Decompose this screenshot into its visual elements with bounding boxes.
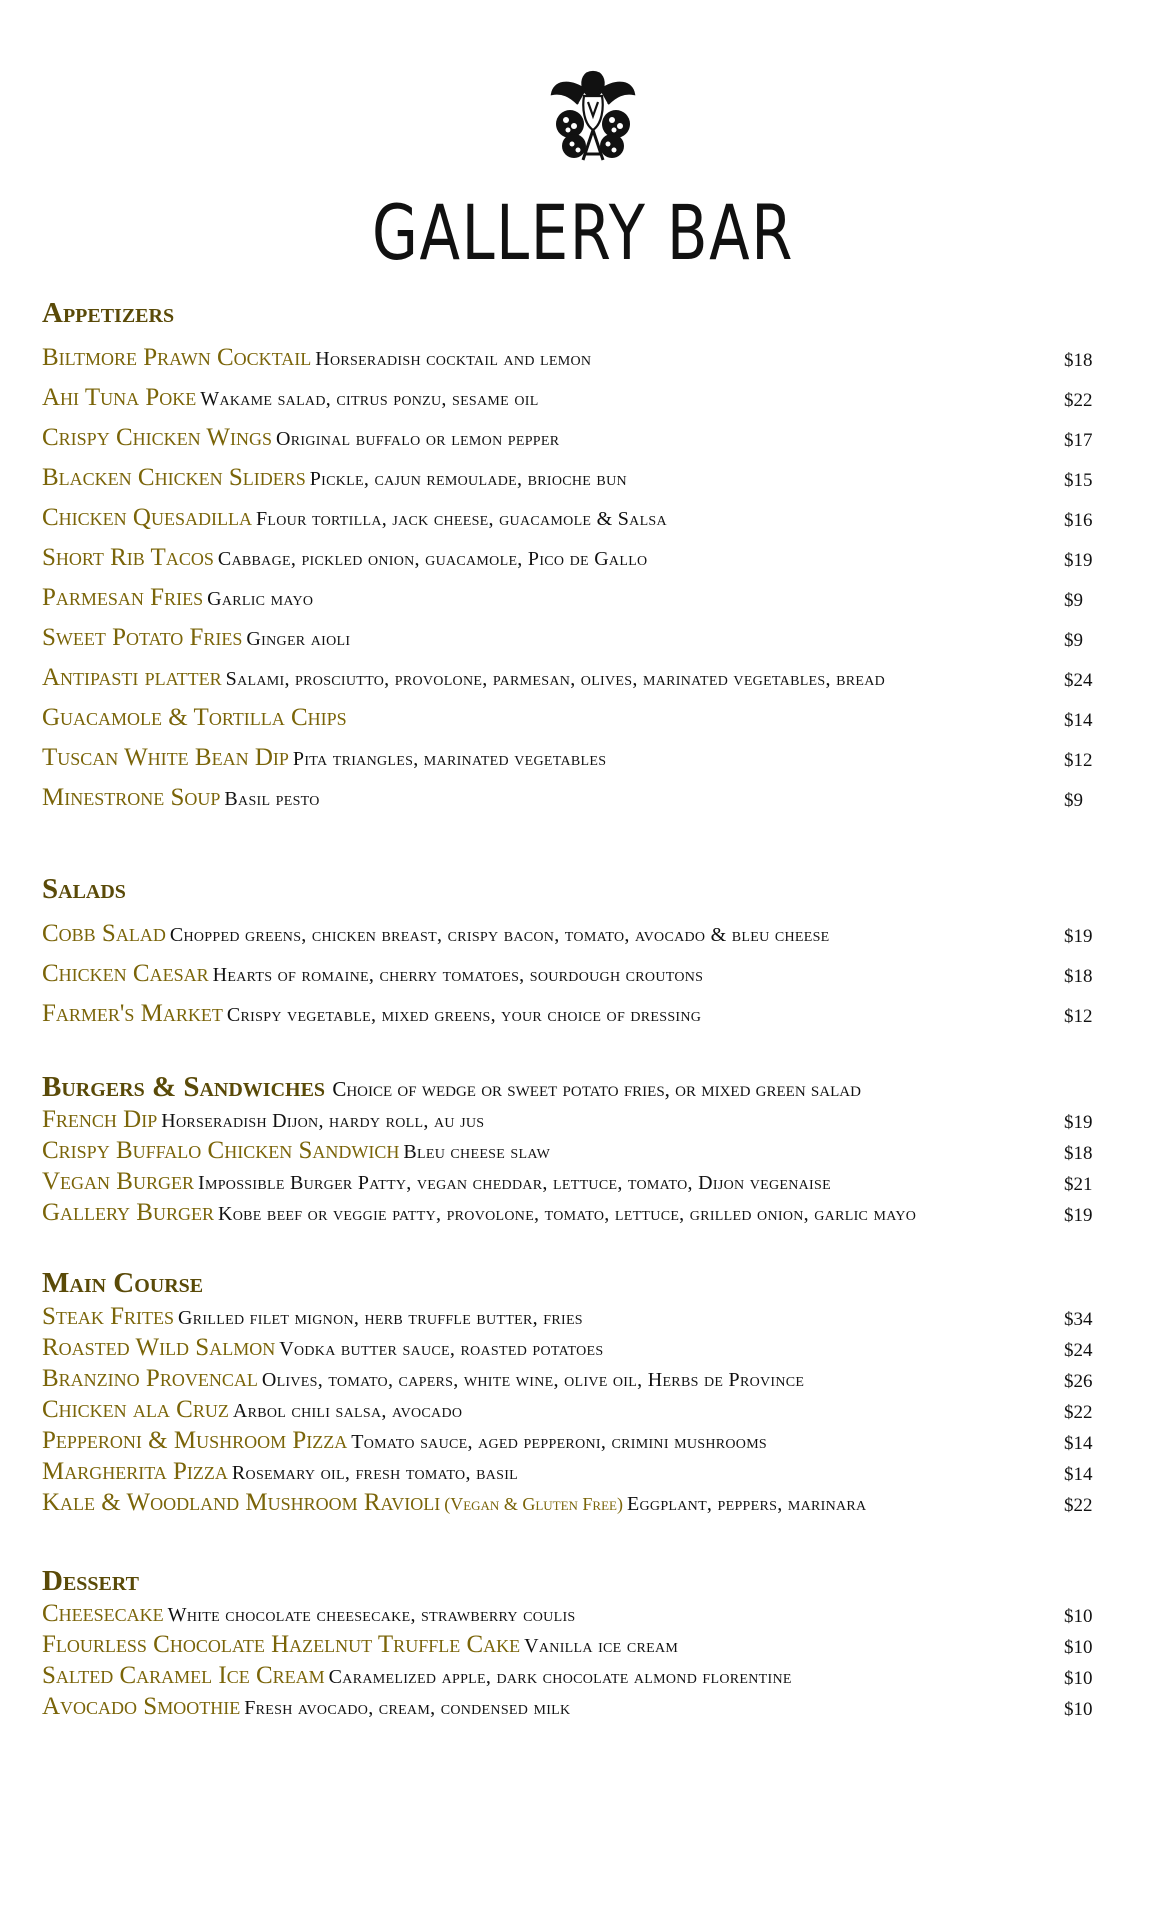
menu-item bbox=[42, 920, 1102, 954]
item-name: Farmer's Market bbox=[42, 1000, 223, 1027]
menu-item bbox=[42, 584, 1102, 618]
item-name: Roasted Wild Salmon bbox=[42, 1334, 276, 1361]
item-description: Chopped greens, chicken breast, crispy bacon, tomato, avocado & bleu cheese bbox=[169, 924, 830, 946]
item-name: Pepperoni & Mushroom Pizza bbox=[42, 1427, 348, 1454]
item-description: Ginger aioli bbox=[246, 628, 351, 650]
menu-item bbox=[42, 960, 1102, 994]
section-heading-dessert: Dessert bbox=[42, 1565, 139, 1597]
item-price: $10 bbox=[1064, 1668, 1093, 1689]
menu-item bbox=[42, 1199, 1102, 1233]
item-price: $14 bbox=[1064, 1433, 1093, 1454]
item-description: Wakame salad, citrus ponzu, sesame oil bbox=[200, 388, 539, 410]
item-description: Pita triangles, marinated vegetables bbox=[292, 748, 607, 770]
item-price: $19 bbox=[1064, 1205, 1093, 1226]
item-name: Vegan Burger bbox=[42, 1168, 194, 1195]
item-description: Tomato sauce, aged pepperoni, crimini mushrooms bbox=[351, 1431, 768, 1453]
menu-item bbox=[42, 1365, 1102, 1399]
item-name: Gallery Burger bbox=[42, 1199, 214, 1226]
item-name: Avocado Smoothie bbox=[42, 1693, 241, 1720]
item-price: $12 bbox=[1064, 1006, 1093, 1027]
menu-item bbox=[42, 1106, 1102, 1140]
item-price: $18 bbox=[1064, 1143, 1093, 1164]
item-description: Vanilla ice cream bbox=[524, 1635, 679, 1657]
item-description: Salami, prosciutto, provolone, parmesan, olives, marinated vegetables, bread bbox=[225, 668, 886, 690]
menu-item bbox=[42, 1396, 1102, 1430]
item-name: Guacamole & Tortilla Chips bbox=[42, 704, 347, 731]
menu-item bbox=[42, 624, 1102, 658]
item-description: Kobe beef or veggie patty, provolone, tomato, lettuce, grilled onion, garlic mayo bbox=[217, 1203, 917, 1225]
item-price: $18 bbox=[1064, 350, 1093, 371]
item-name: Cobb Salad bbox=[42, 920, 166, 947]
item-description: Olives, tomato, capers, white wine, olive oil, Herbs de Province bbox=[261, 1369, 805, 1391]
item-name: French Dip bbox=[42, 1106, 158, 1133]
menu-item bbox=[42, 1168, 1102, 1202]
item-name: Antipasti platter bbox=[42, 664, 222, 691]
item-description: Horseradish cocktail and lemon bbox=[315, 348, 592, 370]
menu-item bbox=[42, 384, 1102, 418]
menu-item bbox=[42, 464, 1102, 498]
item-price: $18 bbox=[1064, 966, 1093, 987]
item-price: $24 bbox=[1064, 670, 1093, 691]
item-price: $19 bbox=[1064, 550, 1093, 571]
menu-item bbox=[42, 1693, 1102, 1727]
item-price: $26 bbox=[1064, 1371, 1093, 1392]
item-description: White chocolate cheesecake, strawberry coulis bbox=[167, 1604, 576, 1626]
section-heading-burgers bbox=[42, 1070, 861, 1106]
item-price: $34 bbox=[1064, 1309, 1093, 1330]
item-description: Pickle, cajun remoulade, brioche bun bbox=[309, 468, 627, 490]
item-price: $9 bbox=[1064, 590, 1083, 611]
item-price: $15 bbox=[1064, 470, 1093, 491]
item-description: Basil pesto bbox=[224, 788, 320, 810]
item-description: Cabbage, pickled onion, guacamole, Pico de Gallo bbox=[217, 548, 648, 570]
menu-item bbox=[42, 344, 1102, 378]
section-heading-burgers-title: Burgers & Sandwiches bbox=[42, 1071, 326, 1103]
item-description: Caramelized apple, dark chocolate almond florentine bbox=[328, 1666, 792, 1688]
item-name: Crispy Buffalo Chicken Sandwich bbox=[42, 1137, 400, 1164]
item-name: Ahi Tuna Poke bbox=[42, 384, 197, 411]
item-name: Biltmore Prawn Cocktail bbox=[42, 344, 312, 371]
item-description: Rosemary oil, fresh tomato, basil bbox=[231, 1462, 519, 1484]
item-price: $16 bbox=[1064, 510, 1093, 531]
menu-item bbox=[42, 1600, 1102, 1634]
menu-item bbox=[42, 424, 1102, 458]
item-name: Short Rib Tacos bbox=[42, 544, 214, 571]
menu-item bbox=[42, 1458, 1102, 1492]
item-description: Flour tortilla, jack cheese, guacamole & Salsa bbox=[255, 508, 667, 530]
item-price: $10 bbox=[1064, 1637, 1093, 1658]
item-price: $9 bbox=[1064, 630, 1083, 651]
item-price: $19 bbox=[1064, 1112, 1093, 1133]
section-heading-main-course: Main Course bbox=[42, 1267, 204, 1299]
item-name: Minestrone Soup bbox=[42, 784, 221, 811]
menu-item bbox=[42, 1137, 1102, 1171]
item-price: $22 bbox=[1064, 1495, 1093, 1516]
item-name: Chicken ala Cruz bbox=[42, 1396, 229, 1423]
item-name: Steak Frites bbox=[42, 1303, 175, 1330]
section-note: Choice of wedge or sweet potato fries, or mixed green salad bbox=[332, 1077, 861, 1101]
item-name: Salted Caramel Ice Cream bbox=[42, 1662, 325, 1689]
menu-item bbox=[42, 744, 1102, 778]
item-price: $21 bbox=[1064, 1174, 1093, 1195]
menu-item bbox=[42, 1334, 1102, 1368]
item-name: Margherita Pizza bbox=[42, 1458, 228, 1485]
menu-item bbox=[42, 1631, 1102, 1665]
item-name: Chicken Caesar bbox=[42, 960, 209, 987]
item-price: $17 bbox=[1064, 430, 1093, 451]
item-price: $9 bbox=[1064, 790, 1083, 811]
item-description: Vodka butter sauce, roasted potatoes bbox=[279, 1338, 604, 1360]
item-price: $22 bbox=[1064, 390, 1093, 411]
item-name: Chicken Quesadilla bbox=[42, 504, 252, 531]
gallery-bar-logo-icon bbox=[548, 68, 638, 164]
item-price: $10 bbox=[1064, 1606, 1093, 1627]
item-name: Branzino Provencal bbox=[42, 1365, 258, 1392]
menu-item bbox=[42, 704, 1102, 738]
item-description: Crispy vegetable, mixed greens, your choice of dressing bbox=[226, 1004, 702, 1026]
item-name: Crispy Chicken Wings bbox=[42, 424, 273, 451]
item-description: Bleu cheese slaw bbox=[403, 1141, 551, 1163]
menu-item bbox=[42, 1489, 1102, 1523]
item-name: Kale & Woodland Mushroom Ravioli bbox=[42, 1489, 441, 1516]
menu-item bbox=[42, 1000, 1102, 1034]
item-description: Hearts of romaine, cherry tomatoes, sourdough croutons bbox=[212, 964, 704, 986]
menu-item bbox=[42, 1427, 1102, 1461]
menu-item bbox=[42, 664, 1102, 698]
item-description: Horseradish Dijon, hardy roll, au jus bbox=[161, 1110, 485, 1132]
item-name: Sweet Potato Fries bbox=[42, 624, 243, 651]
item-description: Garlic mayo bbox=[207, 588, 314, 610]
item-name: Blacken Chicken Sliders bbox=[42, 464, 306, 491]
item-description: Grilled filet mignon, herb truffle butter, fries bbox=[178, 1307, 583, 1329]
item-name: Flourless Chocolate Hazelnut Truffle Cake bbox=[42, 1631, 521, 1658]
item-description: Fresh avocado, cream, condensed milk bbox=[244, 1697, 571, 1719]
menu-item bbox=[42, 784, 1102, 818]
item-price: $12 bbox=[1064, 750, 1093, 771]
menu-item bbox=[42, 504, 1102, 538]
section-heading-salads: Salads bbox=[42, 873, 126, 905]
item-name: Parmesan Fries bbox=[42, 584, 204, 611]
item-name: Tuscan White Bean Dip bbox=[42, 744, 289, 771]
item-price: $14 bbox=[1064, 1464, 1093, 1485]
item-description: Impossible Burger Patty, vegan cheddar, lettuce, tomato, Dijon vegenaise bbox=[197, 1172, 831, 1194]
item-price: $10 bbox=[1064, 1699, 1093, 1720]
item-price: $19 bbox=[1064, 926, 1093, 947]
menu-item bbox=[42, 1662, 1102, 1696]
item-price: $14 bbox=[1064, 710, 1093, 731]
item-price: $24 bbox=[1064, 1340, 1093, 1361]
item-dietary-tag: (Vegan & Gluten Free) bbox=[444, 1494, 623, 1514]
item-description: Eggplant, peppers, marinara bbox=[626, 1493, 867, 1515]
menu-item bbox=[42, 544, 1102, 578]
item-description: Arbol chili salsa, avocado bbox=[232, 1400, 463, 1422]
brand-title: GALLERY BAR bbox=[371, 188, 795, 277]
menu-item bbox=[42, 1303, 1102, 1337]
item-price: $22 bbox=[1064, 1402, 1093, 1423]
item-name: Cheesecake bbox=[42, 1600, 164, 1627]
section-heading-appetizers: Appetizers bbox=[42, 297, 175, 329]
item-description: Original buffalo or lemon pepper bbox=[276, 428, 560, 450]
